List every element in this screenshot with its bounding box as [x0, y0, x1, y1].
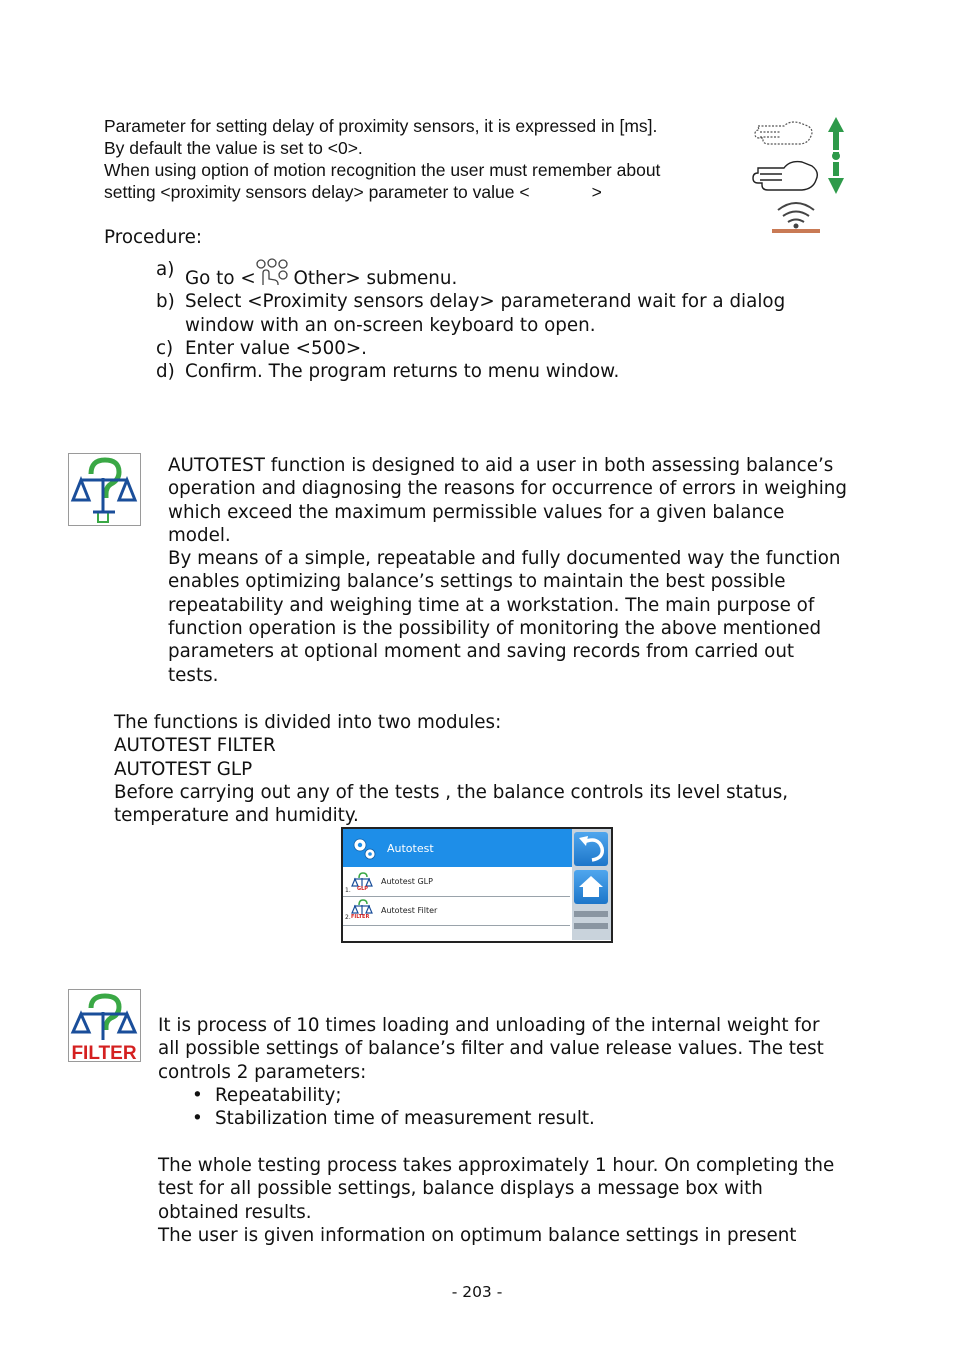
autotest-description: AUTOTEST function is designed to aid a user in both assessing balance’s operation and diagnosing the reasons for occurrence of errors in weighing which exceed the maximum permissible values for a given balance model. By means of a simple, repeatable and fully documented way the function enables optimizing balance’s settings to maintain the best possible repeatability and weighing time at a workstation. The main purpose of function operation is the possibility of monitoring the above mentioned parameters at optional moment and saving records from carried out tests. [168, 455, 847, 686]
screen-header [343, 829, 572, 867]
module-filter: AUTOTEST FILTER [114, 735, 276, 757]
procedure-step-c: c) Enter value <500>. [156, 337, 367, 359]
procedure-label: Procedure: [104, 227, 203, 248]
list-item-label: Autotest Filter [381, 906, 438, 915]
balance-question-icon [69, 454, 140, 525]
autotest-filter-icon [68, 989, 141, 1062]
screen-title: Autotest [387, 842, 434, 855]
list-item-label: Autotest GLP [381, 877, 433, 886]
module-glp: AUTOTEST GLP [114, 758, 253, 780]
proximity-line-4: setting <proximity sensors delay> parameter to value < > [104, 182, 602, 202]
proximity-gesture-icon [750, 112, 850, 238]
screen-side-panel [572, 829, 611, 940]
balance-filter-icon [69, 990, 140, 1061]
list-item: • Repeatability; [192, 1085, 342, 1106]
scroll-strip[interactable] [574, 923, 608, 929]
proximity-line-1: Parameter for setting delay of proximity sensors, it is expressed in [ms]. [104, 116, 658, 136]
settings-gears-icon [351, 836, 377, 862]
procedure-step-a: a) Go to < Other> submenu. [156, 259, 458, 289]
home-icon [574, 870, 608, 904]
proximity-description [104, 115, 744, 203]
back-button[interactable] [574, 832, 608, 866]
filter-process-description: The whole testing process takes approximately 1 hour. On completing the test for all possible settings, balance displays a message box with obtained results. The user is given information on optimum balance settings in present [158, 1155, 835, 1246]
undo-arrow-icon [574, 832, 608, 866]
scroll-strip[interactable] [574, 911, 608, 917]
list-item-autotest-filter[interactable]: 2. FILTER Autotest Filter [343, 898, 570, 926]
autotest-icon [68, 453, 141, 526]
autotest-modules: The functions is divided into two modules: AUTOTEST FILTER AUTOTEST GLP Before carrying out any of the tests , the balance controls its level status, temperature and humidity. [114, 711, 874, 827]
procedure-step-b: b) Select <Proximity sensors delay> parameterand wait for a dialog window with an on-screen keyboard to open. [156, 291, 786, 336]
procedure-step-d: d) Confirm. The program returns to menu window. [156, 361, 620, 383]
other-menu-icon [255, 258, 289, 286]
list-item-autotest-glp[interactable]: 1. GLP Autotest GLP [343, 869, 570, 897]
proximity-line-2: By default the value is set to <0>. [104, 138, 363, 158]
autotest-screen [341, 827, 613, 943]
filter-parameters-list [186, 1084, 886, 1131]
home-button[interactable] [574, 870, 608, 904]
filter-icon-label: FILTER [71, 1043, 137, 1061]
list-item: • Stabilization time of measurement result. [192, 1108, 595, 1130]
filter-description: It is process of 10 times loading and unloading of the internal weight for all possible settings of balance’s filter and value release values. The test controls 2 parameters: [158, 1015, 824, 1083]
page-number: - 203 - [451, 1283, 503, 1301]
procedure-steps [156, 258, 876, 383]
proximity-line-3: When using option of motion recognition the user must remember about [104, 160, 661, 180]
